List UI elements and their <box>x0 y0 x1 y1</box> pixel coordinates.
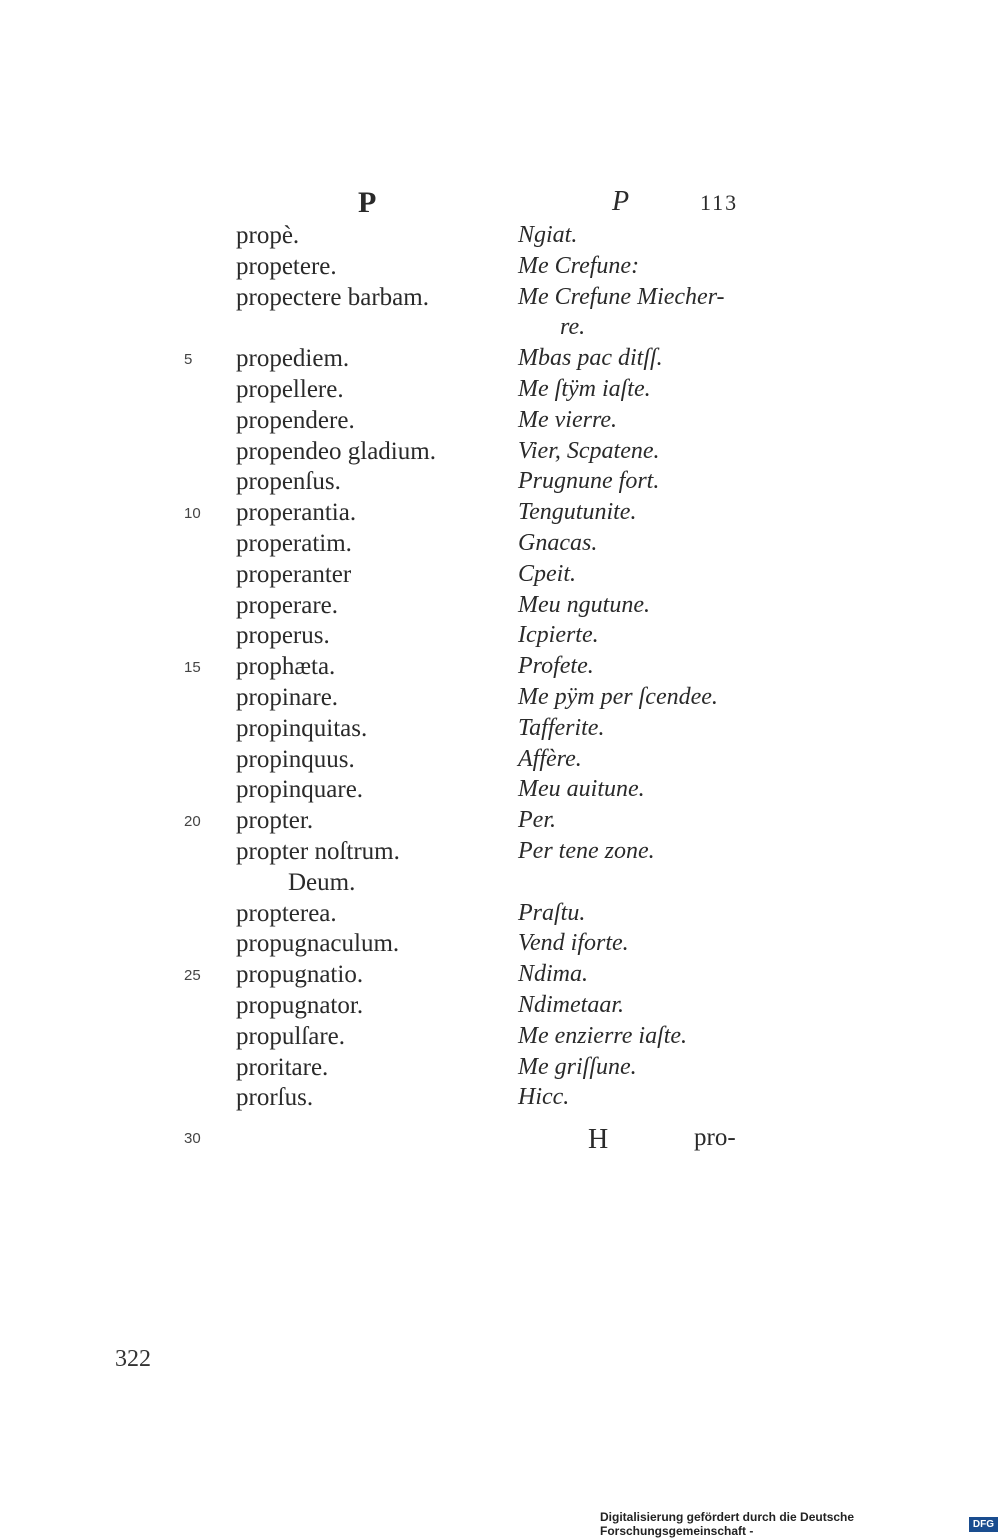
line-number: 15 <box>184 659 201 677</box>
translation: Prugnune fort. <box>518 468 660 495</box>
line-number: 10 <box>184 505 201 523</box>
latin-term: propter noſtrum. <box>236 837 400 865</box>
entry-row <box>0 499 1000 530</box>
dfg-logo: DFG <box>969 1517 998 1532</box>
translation: Icpierte. <box>518 622 599 649</box>
entry-row <box>0 684 1000 715</box>
latin-term: properanter <box>236 560 352 588</box>
footer-text: Digitalisierung gefördert durch die Deutsche Forschungsgemeinschaft - <box>600 1510 855 1538</box>
translation: Ndima. <box>518 961 589 988</box>
translation: Me pÿm per ſcendee. <box>518 683 718 710</box>
translation: Me Crefune: <box>518 252 640 279</box>
entry-row <box>0 345 1000 376</box>
entry-row <box>0 869 1000 900</box>
entry-row <box>0 1023 1000 1054</box>
translation: Me vierre. <box>518 406 618 433</box>
entry-row <box>0 407 1000 438</box>
translation: Vend iforte. <box>518 930 629 957</box>
entry-row <box>0 561 1000 592</box>
translation: Vier, Scpatene. <box>518 437 660 464</box>
latin-term: properare. <box>236 591 339 619</box>
latin-term: propellere. <box>236 375 344 403</box>
entry-row <box>0 838 1000 869</box>
header-right-letter: P <box>612 186 630 217</box>
latin-term: propinare. <box>236 683 339 711</box>
footer-bar <box>600 1510 1000 1538</box>
latin-term: propendere. <box>236 406 355 434</box>
latin-term: propè. <box>236 222 300 249</box>
translation: Tengutunite. <box>518 499 637 526</box>
entry-row <box>0 776 1000 807</box>
entry-row <box>0 930 1000 961</box>
entry-row <box>0 900 1000 931</box>
latin-term: proritare. <box>236 1053 329 1081</box>
entry-row <box>0 715 1000 746</box>
translation: Per. <box>518 807 556 834</box>
entry-row <box>0 438 1000 469</box>
entry-row <box>0 746 1000 777</box>
entry-row <box>0 653 1000 684</box>
entry-row <box>0 1054 1000 1085</box>
latin-term: prorſus. <box>236 1084 314 1112</box>
latin-term: prophæta. <box>236 653 336 681</box>
translation: Me Crefune Miecher- <box>518 283 725 310</box>
latin-term: properantia. <box>236 499 357 527</box>
line-number-30: 30 <box>184 1130 201 1147</box>
entry-row <box>0 376 1000 407</box>
latin-term: propugnatio. <box>236 961 364 989</box>
entry-row <box>0 592 1000 623</box>
translation: Me ſtÿm iaſte. <box>518 375 651 402</box>
translation: re. <box>560 314 586 341</box>
entry-row <box>0 807 1000 838</box>
translation: Profete. <box>518 653 594 680</box>
translation: Affère. <box>518 745 582 772</box>
latin-term: properatim. <box>236 529 352 557</box>
translation: Cpeit. <box>518 560 576 587</box>
translation: Meu auitune. <box>518 776 645 803</box>
translation: Me enzierre iaſte. <box>518 1022 688 1049</box>
translation: Per tene zone. <box>518 837 655 864</box>
latin-term: properus. <box>236 622 330 650</box>
translation: Mbas pac ditſſ. <box>518 345 663 372</box>
translation: Me griſſune. <box>518 1053 637 1080</box>
entry-row <box>0 992 1000 1023</box>
line-number: 20 <box>184 813 201 831</box>
latin-term: propugnator. <box>236 991 364 1019</box>
latin-term: propterea. <box>236 899 337 927</box>
entry-row <box>0 314 1000 345</box>
entry-row <box>0 622 1000 653</box>
latin-term: propectere barbam. <box>236 283 429 311</box>
latin-term: Deum. <box>288 868 356 896</box>
latin-term: propulſare. <box>236 1022 345 1050</box>
latin-term: propter. <box>236 807 314 835</box>
latin-term: propinquare. <box>236 776 364 804</box>
latin-term: propendeo gladium. <box>236 437 436 465</box>
header-page-number: 113 <box>700 190 739 215</box>
entry-row <box>0 961 1000 992</box>
entry-row <box>0 253 1000 284</box>
latin-term: propinquus. <box>236 745 355 773</box>
latin-term: propinquitas. <box>236 714 368 742</box>
translation: Ngiat. <box>518 222 578 248</box>
latin-term: propugnaculum. <box>236 930 400 958</box>
latin-term: propenſus. <box>236 468 341 496</box>
signature-mark: H <box>588 1124 609 1155</box>
line-number: 5 <box>184 351 193 369</box>
header-left-letter: P <box>358 186 377 219</box>
translation: Hicc. <box>518 1084 570 1111</box>
catchword: pro- <box>694 1124 736 1151</box>
entry-row <box>0 284 1000 315</box>
translation: Meu ngutune. <box>518 591 650 618</box>
translation: Tafferite. <box>518 714 605 741</box>
latin-term: propetere. <box>236 252 337 280</box>
line-number: 25 <box>184 967 201 985</box>
translation: Ndimetaar. <box>518 991 625 1018</box>
entry-row <box>0 222 1000 253</box>
latin-term: propediem. <box>236 345 350 373</box>
entry-row <box>0 468 1000 499</box>
page-number: 322 <box>115 1346 151 1372</box>
translation: Praſtu. <box>518 899 586 926</box>
dictionary-entries <box>0 222 1000 1115</box>
translation: Gnacas. <box>518 529 598 556</box>
entry-row <box>0 530 1000 561</box>
entry-row <box>0 1084 1000 1115</box>
